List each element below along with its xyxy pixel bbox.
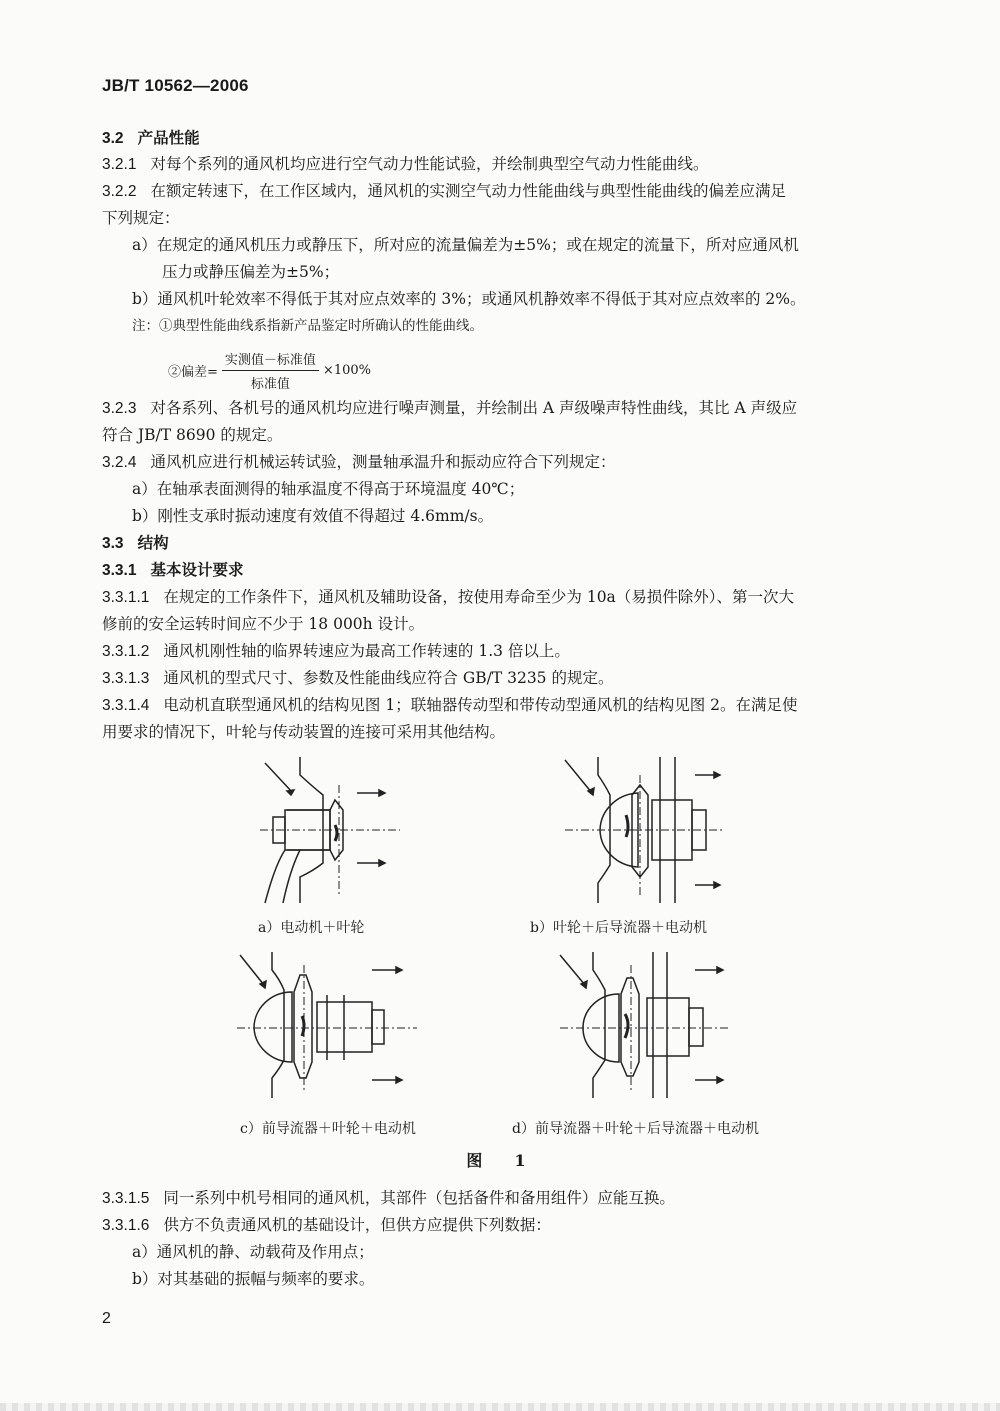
clause-number: 3.2 [102, 130, 124, 147]
clause-text: 对各系列、各机号的通风机均应进行噪声测量，并绘制出 A 声级噪声特性曲线，其比 A 声级应 [150, 399, 798, 417]
figure-caption-b: b）叶轮＋后导流器＋电动机 [530, 920, 707, 936]
note-line: 注：①典型性能曲线系指新产品鉴定时所确认的性能曲线。 [132, 318, 483, 334]
list-item: b）通风机叶轮效率不得低于其对应点效率的 3%；或通风机静效率不得低于其对应点效率的 2%。 [132, 290, 806, 308]
section-heading [102, 128, 200, 149]
clause-line [102, 1188, 675, 1209]
clause-text: 通风机刚性轴的临界转速应为最高工作转速的 1.3 倍以上。 [163, 642, 570, 660]
figure-caption-c: c）前导流器＋叶轮＋电动机 [240, 1121, 416, 1137]
clause-line [102, 1215, 551, 1236]
fan-diagram-b [560, 755, 730, 905]
figure-title: 图 1 [466, 1151, 534, 1170]
clause-number: 3.3.1.1 [102, 589, 150, 606]
figure-caption-a: a）电动机＋叶轮 [258, 920, 365, 936]
formula-numerator: 实测值－标准值 [222, 349, 319, 371]
list-item: a）通风机的静、动载荷及作用点； [132, 1243, 374, 1261]
clause-line [102, 181, 786, 202]
clause-number: 3.3.1 [102, 562, 137, 579]
clause-number: 3.3.1.6 [102, 1217, 150, 1234]
list-item: a）在轴承表面测得的轴承温度不得高于环境温度 40℃； [132, 480, 525, 498]
clause-text: 对每个系列的通风机均应进行空气动力性能试验，并绘制典型空气动力性能曲线。 [150, 155, 709, 173]
formula-denominator: 标准值 [250, 376, 290, 392]
clause-line: 下列规定： [102, 209, 180, 227]
subsection-heading [102, 560, 244, 581]
clause-number: 3.3.1.5 [102, 1190, 150, 1207]
fan-diagram-d [555, 950, 735, 1100]
formula-prefix: ②偏差= [168, 364, 218, 380]
clause-text: 基本设计要求 [150, 560, 244, 579]
clause-line: 用要求的情况下，叶轮与传动装置的连接可采用其他结构。 [102, 723, 506, 741]
clause-line [102, 587, 794, 608]
clause-line [102, 154, 709, 175]
list-item: b）刚性支承时振动速度有效值不得超过 4.6mm/s。 [132, 507, 494, 525]
clause-text: 同一系列中机号相同的通风机，其部件（包括备件和备用组件）应能互换。 [163, 1189, 675, 1207]
clause-line: 符合 JB/T 8690 的规定。 [102, 426, 283, 444]
deviation-formula [168, 350, 371, 390]
clause-number: 3.3.1.3 [102, 670, 150, 687]
page-bottom-edge [0, 1403, 1000, 1411]
document-number: JB/T 10562—2006 [102, 76, 249, 95]
clause-text: 结构 [137, 533, 169, 552]
clause-line [102, 695, 798, 716]
clause-text: 在规定的工作条件下，通风机及辅助设备，按使用寿命至少为 10a（易损件除外）、第一次大 [163, 588, 795, 606]
clause-number: 3.2.4 [102, 454, 137, 471]
clause-number: 3.3.1.2 [102, 643, 150, 660]
clause-text: 通风机的型式尺寸、参数及性能曲线应符合 GB/T 3235 的规定。 [163, 669, 614, 687]
section-heading [102, 533, 169, 554]
clause-line [102, 668, 613, 689]
clause-number: 3.2.1 [102, 156, 137, 173]
clause-number: 3.3.1.4 [102, 697, 150, 714]
clause-line [102, 641, 570, 662]
list-item: b）对其基础的振幅与频率的要求。 [132, 1270, 375, 1288]
figure-caption-d: d）前导流器＋叶轮＋后导流器＋电动机 [512, 1121, 759, 1137]
page-number: 2 [102, 1310, 111, 1327]
formula-fraction [222, 349, 319, 392]
clause-line: 修前的安全运转时间应不少于 18 000h 设计。 [102, 615, 425, 633]
clause-text: 电动机直联型通风机的结构见图 1；联轴器传动型和带传动型通风机的结构见图 2。在满足使 [163, 696, 798, 714]
clause-number: 3.2.2 [102, 183, 137, 200]
clause-text: 产品性能 [137, 128, 200, 147]
clause-number: 3.2.3 [102, 400, 137, 417]
clause-text: 在额定转速下，在工作区域内，通风机的实测空气动力性能曲线与典型性能曲线的偏差应满足 [150, 182, 786, 200]
fan-diagram-a [255, 755, 405, 905]
clause-line [102, 452, 616, 473]
clause-number: 3.3 [102, 535, 124, 552]
list-item-continued: 压力或静压偏差为±5%； [162, 263, 340, 281]
fan-diagram-c [232, 950, 422, 1100]
clause-line [102, 398, 797, 419]
clause-text: 供方不负责通风机的基础设计，但供方应提供下列数据： [163, 1216, 551, 1234]
list-item: a）在规定的通风机压力或静压下，所对应的流量偏差为±5%；或在规定的流量下，所对应通风机 [132, 236, 799, 254]
formula-suffix: ×100% [322, 362, 371, 378]
clause-text: 通风机应进行机械运转试验，测量轴承温升和振动应符合下列规定： [150, 453, 616, 471]
